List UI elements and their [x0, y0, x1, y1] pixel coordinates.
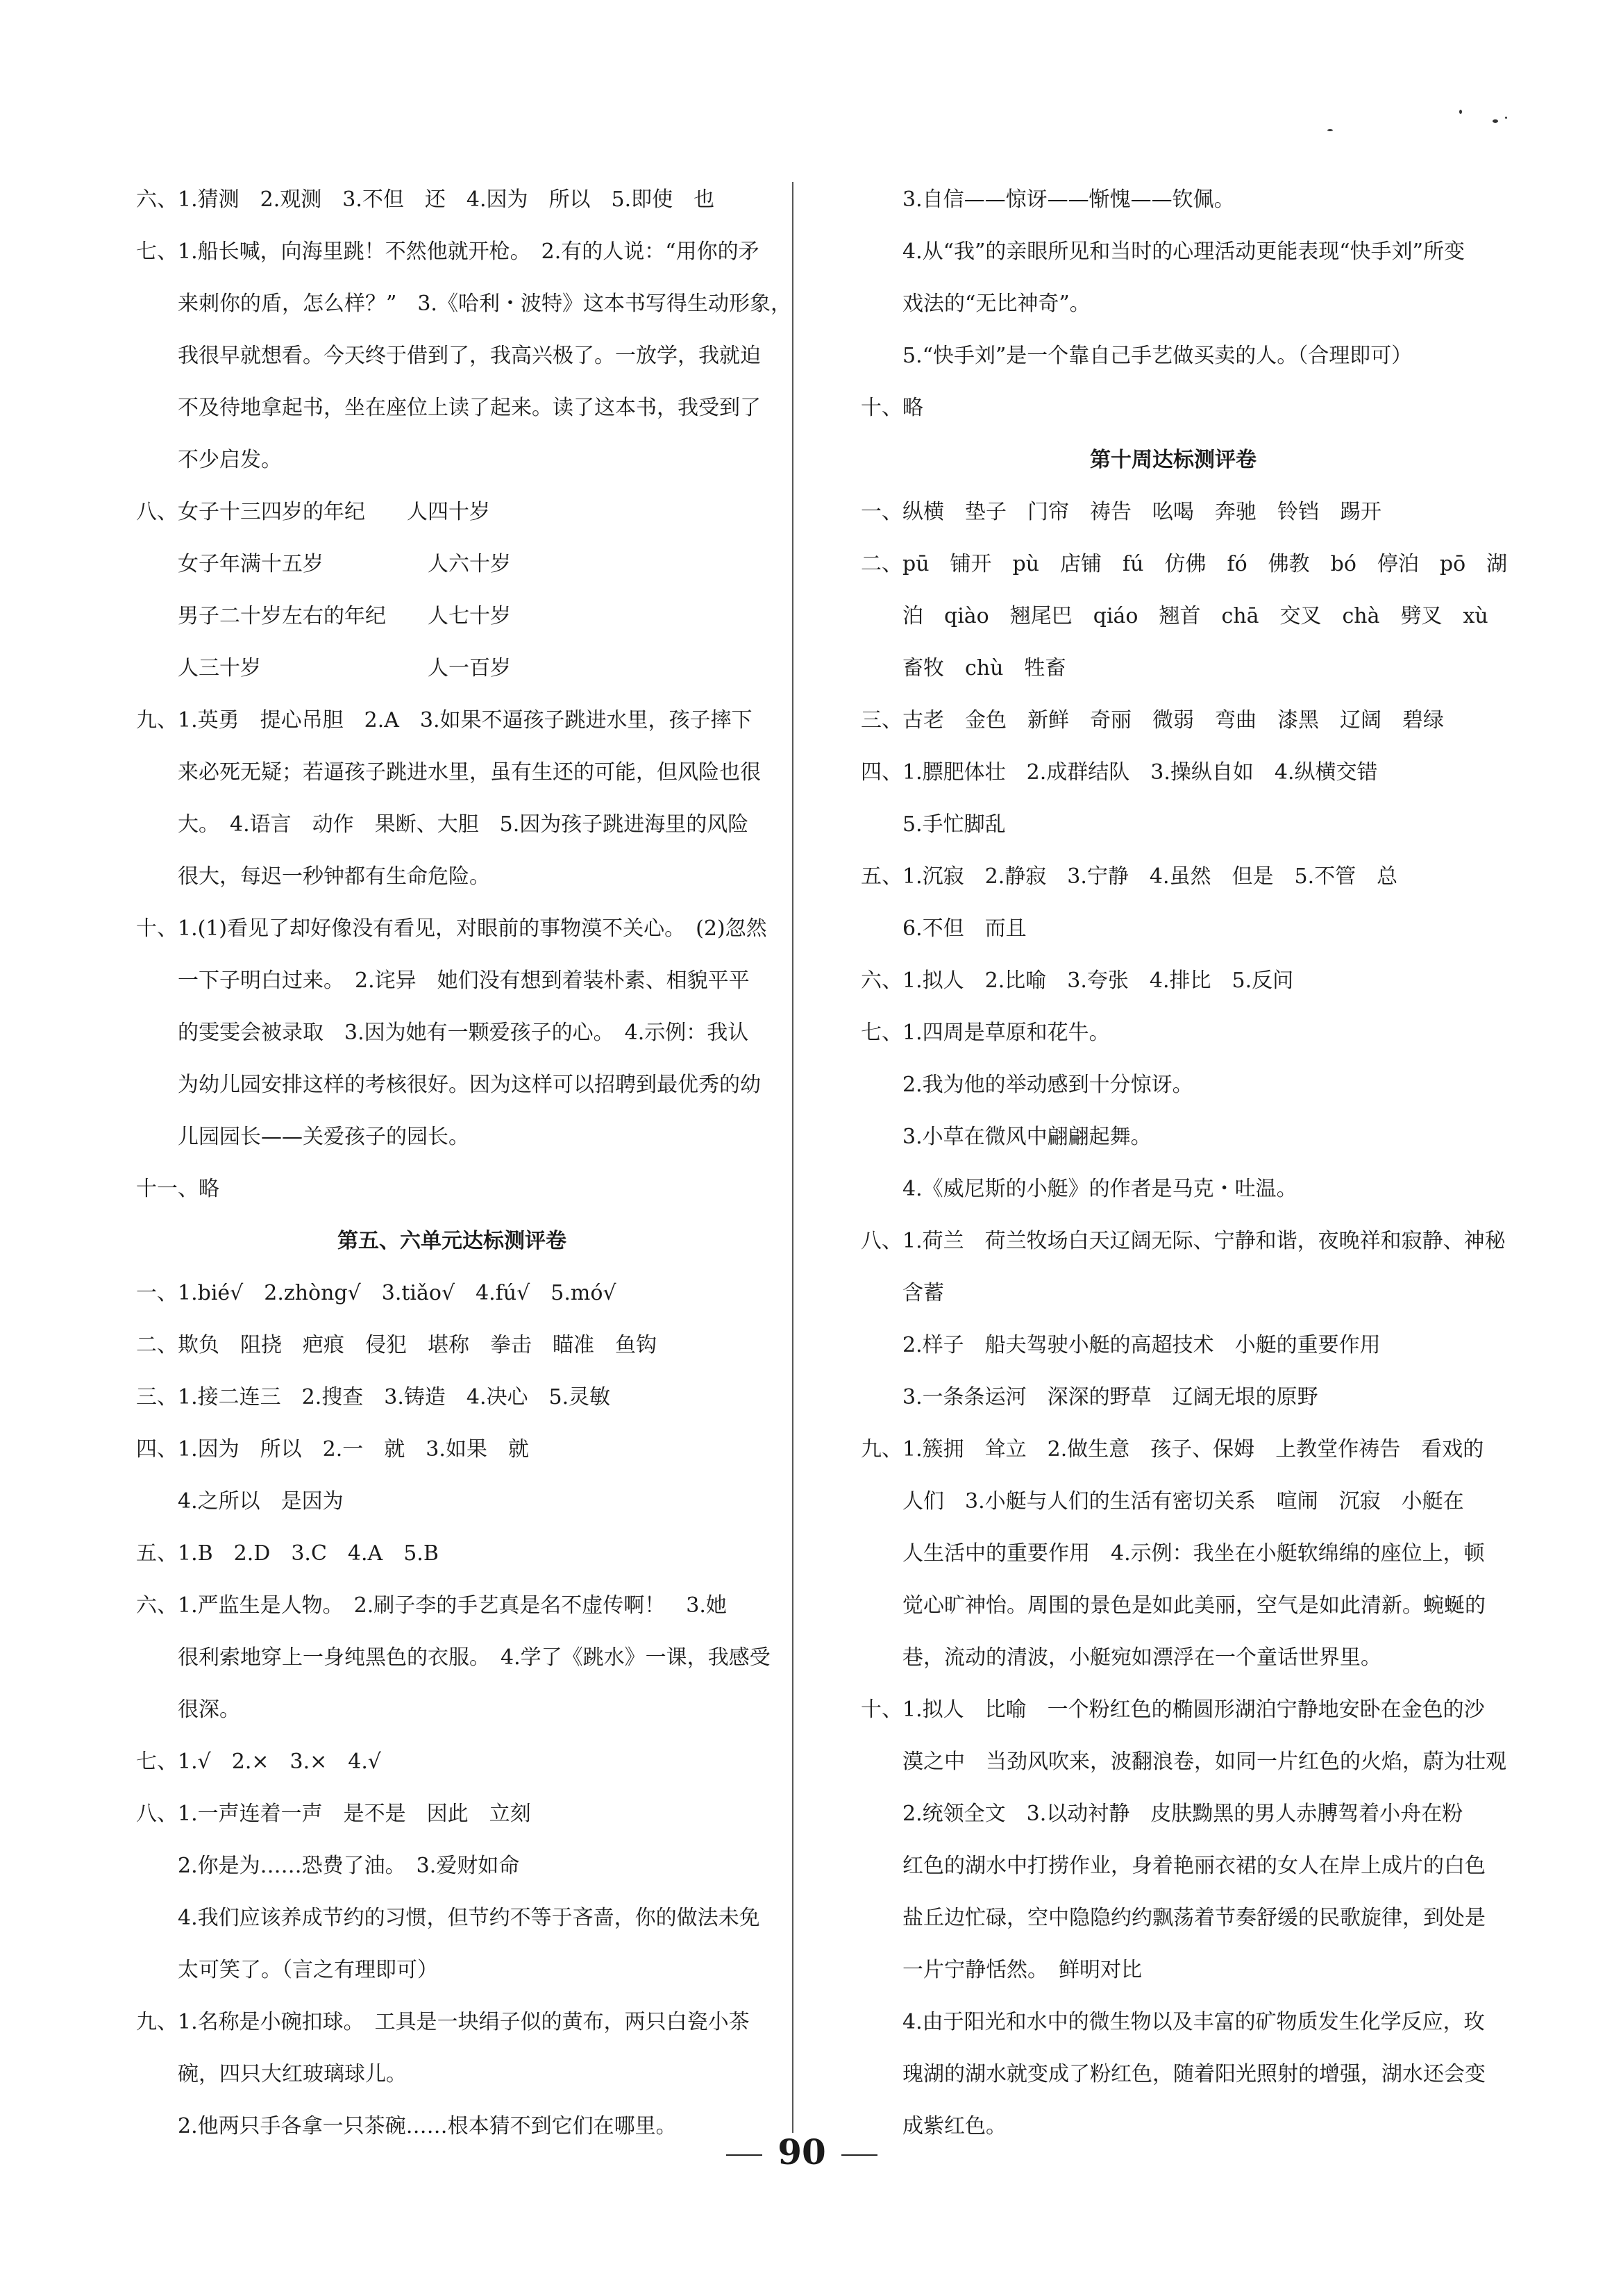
answer-line: 人们 3.小艇与人们的生活有密切关系 喧闹 沉寂 小艇在 [902, 1489, 1464, 1514]
answer-line: 不少启发。 [178, 448, 282, 472]
answer-line: 盐丘边忙碌，空中隐隐约约飘荡着节奏舒缓的民歌旋律，到处是 [902, 1906, 1486, 1930]
answer-line: 太可笑了。（言之有理即可） [178, 1958, 438, 1982]
answer-line: 六、1.拟人 2.比喻 3.夸张 4.排比 5.反问 [861, 969, 1294, 993]
answer-line: 3.一条条运河 深深的野草 辽阔无垠的原野 [902, 1385, 1318, 1409]
answer-line: 很大，每迟一秒钟都有生命危险。 [178, 864, 490, 889]
answer-line: 畜牧 chù 牲畜 [902, 656, 1066, 680]
answer-line: 九、1.簇拥 耸立 2.做生意 孩子、保姆 上教堂作祷告 看戏的 [861, 1437, 1484, 1461]
answer-line: 二、欺负 阻挠 疤痕 侵犯 堪称 拳击 瞄准 鱼钩 [136, 1333, 657, 1357]
answer-line: 二、pū 铺开 pù 店铺 fú 仿佛 fó 佛教 bó 停泊 pō 湖 [861, 552, 1508, 576]
answer-line: 4.由于阳光和水中的微生物以及丰富的矿物质发生化学反应，玫 [902, 2010, 1485, 2034]
answer-line: 3.小草在微风中翩翩起舞。 [902, 1125, 1152, 1149]
answer-line: 人生活中的重要作用 4.示例：我坐在小艇软绵绵的座位上，顿 [902, 1541, 1485, 1566]
answer-line: 十、1.拟人 比喻 一个粉红色的椭圆形湖泊宁静地安卧在金色的沙 [861, 1698, 1485, 1722]
answer-line: 很深。 [178, 1698, 240, 1722]
column-divider [792, 182, 793, 2133]
scan-speck [1505, 117, 1507, 119]
answer-line: 大。 4.语言 动作 果断、大胆 5.因为孩子跳进海里的风险 [178, 812, 749, 837]
answer-line: 七、1.四周是草原和花牛。 [861, 1021, 1110, 1045]
answer-line: 四、1.膘肥体壮 2.成群结队 3.操纵自如 4.纵横交错 [861, 760, 1378, 785]
answer-line: 三、古老 金色 新鲜 奇丽 微弱 弯曲 漆黑 辽阔 碧绿 [861, 708, 1444, 732]
answer-line: 十、略 [861, 396, 923, 420]
answer-line: 一片宁静恬然。 鲜明对比 [902, 1958, 1142, 1982]
answer-line: 七、1.√ 2.× 3.× 4.√ [136, 1750, 381, 1774]
section-title: 第五、六单元达标测评卷 [337, 1229, 566, 1253]
answer-line: 4.我们应该养成节约的习惯，但节约不等于吝啬，你的做法未免 [178, 1906, 760, 1930]
answer-line: 2.他两只手各拿一只茶碗……根本猜不到它们在哪里。 [178, 2114, 677, 2138]
answer-line: 瑰湖的湖水就变成了粉红色，随着阳光照射的增强，湖水还会变 [902, 2062, 1486, 2086]
answer-line: 六、1.猜测 2.观测 3.不但 还 4.因为 所以 5.即使 也 [136, 187, 715, 212]
answer-line: 一、1.bié√ 2.zhòng√ 3.tiǎo√ 4.fú√ 5.mó√ [136, 1281, 616, 1305]
answer-line: 4.之所以 是因为 [178, 1489, 344, 1514]
page-number [694, 2131, 909, 2172]
answer-line: 成紫红色。 [902, 2114, 1007, 2138]
right-column [861, 174, 1508, 2152]
answer-line: 2.我为他的举动感到十分惊讶。 [902, 1073, 1193, 1097]
answer-line: 5.“快手刘”是一个靠自己手艺做买卖的人。（合理即可） [902, 344, 1413, 368]
answer-line: 碗，四只大红玻璃球儿。 [178, 2062, 407, 2086]
answer-line: 漠之中 当劲风吹来，波翻浪卷，如同一片红色的火焰，蔚为壮观 [902, 1750, 1506, 1774]
answer-line: 八、1.一声连着一声 是不是 因此 立刻 [136, 1802, 531, 1826]
answer-line: 六、1.严监生是人物。 2.刷子李的手艺真是名不虚传啊！ 3.她 [136, 1593, 727, 1618]
answer-line: 人三十岁 人一百岁 [178, 656, 511, 680]
answer-line: 的雯雯会被录取 3.因为她有一颗爱孩子的心。 4.示例：我认 [178, 1021, 749, 1045]
section-title: 第十周达标测评卷 [1090, 448, 1257, 472]
answer-line: 一下子明白过来。 2.诧异 她们没有想到着装朴素、相貌平平 [178, 969, 750, 993]
scan-speck [1327, 129, 1333, 131]
answer-line: 为幼儿园安排这样的考核很好。因为这样可以招聘到最优秀的幼 [178, 1073, 761, 1097]
answer-line: 我很早就想看。今天终于借到了，我高兴极了。一放学，我就迫 [178, 344, 761, 368]
answer-line: 2.你是为……恐费了油。 3.爱财如命 [178, 1854, 520, 1878]
answer-line: 来刺你的盾，怎么样？” 3.《哈利・波特》这本书写得生动形象， [178, 292, 791, 316]
answer-line: 5.手忙脚乱 [902, 812, 1006, 837]
answer-line: 一、纵横 垫子 门帘 祷告 吆喝 奔驰 铃铛 踢开 [861, 500, 1381, 524]
answer-line: 觉心旷神怡。周围的景色是如此美丽，空气是如此清新。蜿蜒的 [902, 1593, 1486, 1618]
answer-line: 6.不但 而且 [902, 916, 1027, 941]
left-column [136, 174, 791, 2152]
answer-line: 2.统领全文 3.以动衬静 皮肤黝黑的男人赤膊驾着小舟在粉 [902, 1802, 1463, 1826]
answer-line: 十、1.(1)看见了却好像没有看见，对眼前的事物漠不关心。 (2)忽然 [136, 916, 767, 941]
answer-line: 红色的湖水中打捞作业，身着艳丽衣裙的女人在岸上成片的白色 [902, 1854, 1486, 1878]
answer-line: 男子二十岁左右的年纪 人七十岁 [178, 604, 511, 628]
answer-line: 来必死无疑；若逼孩子跳进水里，虽有生还的可能，但风险也很 [178, 760, 761, 785]
answer-line: 4.《威尼斯的小艇》的作者是马克・吐温。 [902, 1177, 1297, 1201]
answer-line: 八、1.荷兰 荷兰牧场白天辽阔无际、宁静和谐，夜晚祥和寂静、神秘 [861, 1229, 1506, 1253]
answer-line: 九、1.英勇 提心吊胆 2.A 3.如果不逼孩子跳进水里，孩子摔下 [136, 708, 753, 732]
answer-line: 巷，流动的清波，小艇宛如漂浮在一个童话世界里。 [902, 1645, 1381, 1670]
answer-line: 四、1.因为 所以 2.一 就 3.如果 就 [136, 1437, 529, 1461]
answer-line: 女子年满十五岁 人六十岁 [178, 552, 511, 576]
answer-line: 含蓄 [902, 1281, 944, 1305]
answer-line: 儿园园长——关爱孩子的园长。 [178, 1125, 469, 1149]
page-number-rule [841, 2154, 877, 2156]
answer-line: 五、1.B 2.D 3.C 4.A 5.B [136, 1541, 439, 1566]
answer-line: 很利索地穿上一身纯黑色的衣服。 4.学了《跳水》一课，我感受 [178, 1645, 771, 1670]
answer-line: 十一、略 [136, 1177, 219, 1201]
scan-speck [1493, 119, 1498, 123]
answer-line: 戏法的“无比神奇”。 [902, 292, 1091, 316]
answer-line: 八、女子十三四岁的年纪 人四十岁 [136, 500, 490, 524]
answer-line: 七、1.船长喊，向海里跳！不然他就开枪。 2.有的人说：“用你的矛 [136, 240, 759, 264]
answer-line: 泊 qiào 翘尾巴 qiáo 翘首 chā 交叉 chà 劈叉 xù [902, 604, 1488, 628]
answer-line: 九、1.名称是小碗扣球。 工具是一块绢子似的黄布，两只白瓷小茶 [136, 2010, 750, 2034]
page-number-text: 90 [778, 2131, 826, 2172]
scan-speck [1459, 110, 1462, 114]
answer-line: 三、1.接二连三 2.搜查 3.铸造 4.决心 5.灵敏 [136, 1385, 611, 1409]
answer-line: 不及待地拿起书，坐在座位上读了起来。读了这本书，我受到了 [178, 396, 761, 420]
answer-line: 五、1.沉寂 2.静寂 3.宁静 4.虽然 但是 5.不管 总 [861, 864, 1398, 889]
answer-line: 2.样子 船夫驾驶小艇的高超技术 小艇的重要作用 [902, 1333, 1381, 1357]
answer-line: 3.自信——惊讶——惭愧——钦佩。 [902, 187, 1235, 212]
answer-line: 4.从“我”的亲眼所见和当时的心理活动更能表现“快手刘”所变 [902, 240, 1465, 264]
page-number-rule [726, 2154, 762, 2156]
